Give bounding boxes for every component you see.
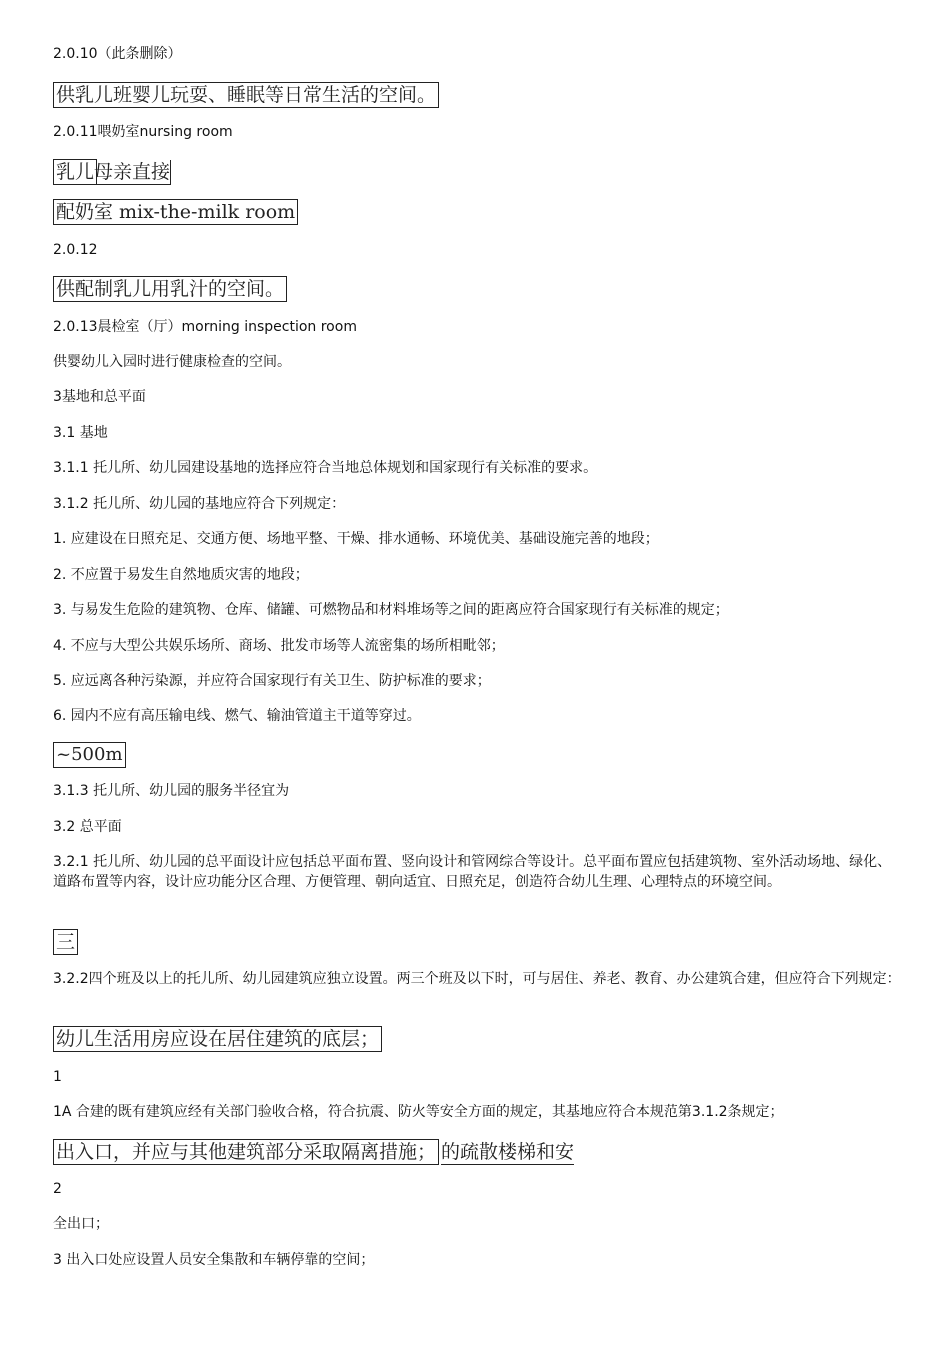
list-item-2: 2. 不应置于易发生自然地质灾害的地段； [53, 567, 309, 583]
list-item-6: 6. 园内不应有高压输电线、燃气、输油管道主干道等穿过。 [53, 708, 421, 724]
boxed-text-milk-preparation: 供配制乳儿用乳汁的空间。 [53, 276, 287, 302]
clause-3-1-2: 3.1.2 托儿所、幼儿园的基地应符合下列规定： [53, 496, 346, 512]
section-3-1-heading: 3.1 基地 [53, 425, 108, 441]
boxed-text-three: 三 [53, 929, 78, 955]
clause-2-0-12: 2.0.12 [53, 242, 98, 258]
item-number-1: 1 [53, 1069, 62, 1085]
boxed-text-ground-floor: 幼儿生活用房应设在居住建筑的底层； [53, 1026, 382, 1052]
clause-3-1-1: 3.1.1 托儿所、幼儿园建设基地的选择应符合当地总体规划和国家现行有关标准的要求。 [53, 460, 598, 476]
clipped-text-evacuation: 的疏散楼梯和安 [441, 1141, 575, 1163]
list-item-4: 4. 不应与大型公共娱乐场所、商场、批发市场等人流密集的场所相毗邻； [53, 638, 505, 654]
clause-2-0-10: 2.0.10（此条删除） [53, 46, 182, 62]
clause-3-1-3: 3.1.3 托儿所、幼儿园的服务半径宜为 [53, 783, 290, 799]
boxed-text-infant-space: 供乳儿班婴儿玩耍、睡眠等日常生活的空间。 [53, 82, 439, 108]
clause-3-2-1: 3.2.1 托儿所、幼儿园的总平面设计应包括总平面布置、竖向设计和管网综合等设计。总平面布置应包括建筑物、室外活动场地、绿化、道路布置等内容，设计应功能分区合理、方便管理、朝向适宜、日照充足，创造符合幼儿生理、心理特点的环境空间。 [53, 854, 892, 890]
clause-2-0-11: 2.0.11喂奶室nursing room [53, 124, 233, 140]
boxed-text-entrance: 出入口，并应与其他建筑部分采取隔离措施； [53, 1139, 439, 1165]
item-3: 3 出入口处应设置人员安全集散和车辆停靠的空间； [53, 1252, 375, 1268]
boxed-text-radius: ~500m [53, 742, 126, 768]
list-item-1: 1. 应建设在日照充足、交通方便、场地平整、干燥、排水通畅、环境优美、基础设施完善的地段； [53, 531, 659, 547]
item-number-2: 2 [53, 1181, 62, 1197]
clipped-text-mother: 母亲直接 [94, 161, 171, 183]
item-1a: 1A 合建的既有建筑应经有关部门验收合格，符合抗震、防火等安全方面的规定，其基地应符合本规范第3.1.2条规定； [53, 1104, 784, 1120]
list-item-5: 5. 应远离各种污染源，并应符合国家现行有关卫生、防护标准的要求； [53, 673, 491, 689]
boxed-text-mix-milk-room: 配奶室 mix-the-milk room [53, 199, 298, 225]
clause-3-2-2: 3.2.2四个班及以上的托儿所、幼儿园建筑应独立设置。两三个班及以下时，可与居住、养老、教育、办公建筑合建，但应符合下列规定： [53, 971, 901, 987]
boxed-text-infant: 乳儿 [53, 159, 97, 185]
item-2-text: 全出口； [53, 1216, 109, 1232]
section-3-2-heading: 3.2 总平面 [53, 819, 122, 835]
definition-morning-inspection: 供婴幼儿入园时进行健康检查的空间。 [53, 354, 291, 370]
clause-2-0-13: 2.0.13晨检室（厅）morning inspection room [53, 319, 357, 335]
list-item-3: 3. 与易发生危险的建筑物、仓库、储罐、可燃物品和材料堆场等之间的距离应符合国家现行有关标准的规定； [53, 602, 729, 618]
section-3-heading: 3基地和总平面 [53, 389, 146, 405]
